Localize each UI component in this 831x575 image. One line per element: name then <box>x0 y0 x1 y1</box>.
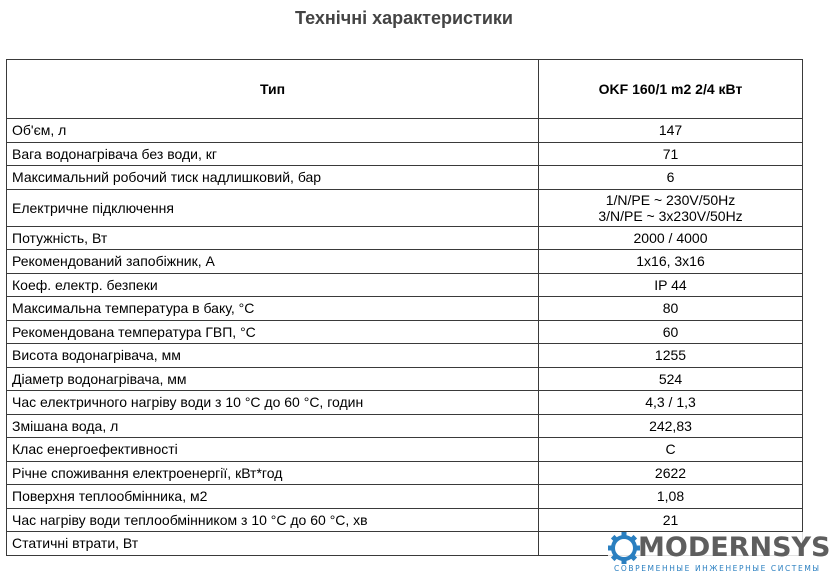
spec-label: Час електричного нагріву води з 10 °С до 60 °С, годин <box>7 391 539 415</box>
table-row <box>7 367 803 391</box>
specs-table <box>6 59 803 556</box>
spec-value: 60 <box>539 320 803 344</box>
table-row <box>7 485 803 509</box>
spec-value-line: 1/N/PE ~ 230V/50Hz <box>605 191 736 208</box>
spec-value: IP 44 <box>539 273 803 297</box>
table-row <box>7 189 803 226</box>
spec-value: 80 <box>539 297 803 321</box>
spec-label: Змішана вода, л <box>7 414 539 438</box>
table-row <box>7 320 803 344</box>
table-row <box>7 250 803 274</box>
logo-wordmark: MODERNSYS <box>638 532 831 563</box>
spec-label: Діаметр водонагрівача, мм <box>7 367 539 391</box>
spec-value: 6 <box>539 166 803 190</box>
spec-value: 21 <box>539 508 803 532</box>
spec-label: Статичні втрати, Вт <box>7 532 539 556</box>
table-row <box>7 344 803 368</box>
spec-value: 1255 <box>539 344 803 368</box>
spec-value <box>539 189 803 226</box>
spec-label: Рекомендована температура ГВП, °С <box>7 320 539 344</box>
spec-value: 147 <box>539 119 803 143</box>
table-row <box>7 166 803 190</box>
spec-value: 1x16, 3x16 <box>539 250 803 274</box>
spec-value: 2622 <box>539 461 803 485</box>
spec-label: Клас енергоефективності <box>7 438 539 462</box>
table-row <box>7 119 803 143</box>
table-row <box>7 391 803 415</box>
table-header-row <box>7 60 803 119</box>
spec-value: 71 <box>539 142 803 166</box>
logo-tagline: СОВРЕМЕННЫЕ ИНЖЕНЕРНЫЕ СИСТЕМЫ <box>614 564 821 573</box>
spec-value: C <box>539 438 803 462</box>
spec-label: Висота водонагрівача, мм <box>7 344 539 368</box>
spec-label: Рекомендований запобіжник, А <box>7 250 539 274</box>
table-row <box>7 297 803 321</box>
modernsys-logo <box>608 532 831 575</box>
header-type: Тип <box>7 60 539 119</box>
spec-label: Поверхня теплообмінника, м2 <box>7 485 539 509</box>
table-row <box>7 273 803 297</box>
page-title: Технічні характеристики <box>295 8 513 28</box>
spec-label: Час нагріву води теплообмінником з 10 °С до 60 °С, хв <box>7 508 539 532</box>
spec-label: Максимальний робочий тиск надлишковий, бар <box>7 166 539 190</box>
table-row <box>7 142 803 166</box>
spec-label: Потужність, Вт <box>7 226 539 250</box>
table-row <box>7 226 803 250</box>
table-row <box>7 414 803 438</box>
spec-value: 242,83 <box>539 414 803 438</box>
spec-label: Коеф. електр. безпеки <box>7 273 539 297</box>
spec-label: Річне споживання електроенергії, кВт*год <box>7 461 539 485</box>
spec-label: Максимальна температура в баку, °С <box>7 297 539 321</box>
spec-label: Вага водонагрівача без води, кг <box>7 142 539 166</box>
table-row <box>7 508 803 532</box>
spec-label: Електричне підключення <box>7 189 539 226</box>
table-row <box>7 438 803 462</box>
spec-value: 524 <box>539 367 803 391</box>
spec-value: 2000 / 4000 <box>539 226 803 250</box>
spec-label: Об'єм, л <box>7 119 539 143</box>
spec-value: 4,3 / 1,3 <box>539 391 803 415</box>
spec-value: 1,08 <box>539 485 803 509</box>
header-model: OKF 160/1 m2 2/4 кВт <box>539 60 803 119</box>
spec-value-line: 3/N/PE ~ 3x230V/50Hz <box>598 207 743 224</box>
table-row <box>7 461 803 485</box>
